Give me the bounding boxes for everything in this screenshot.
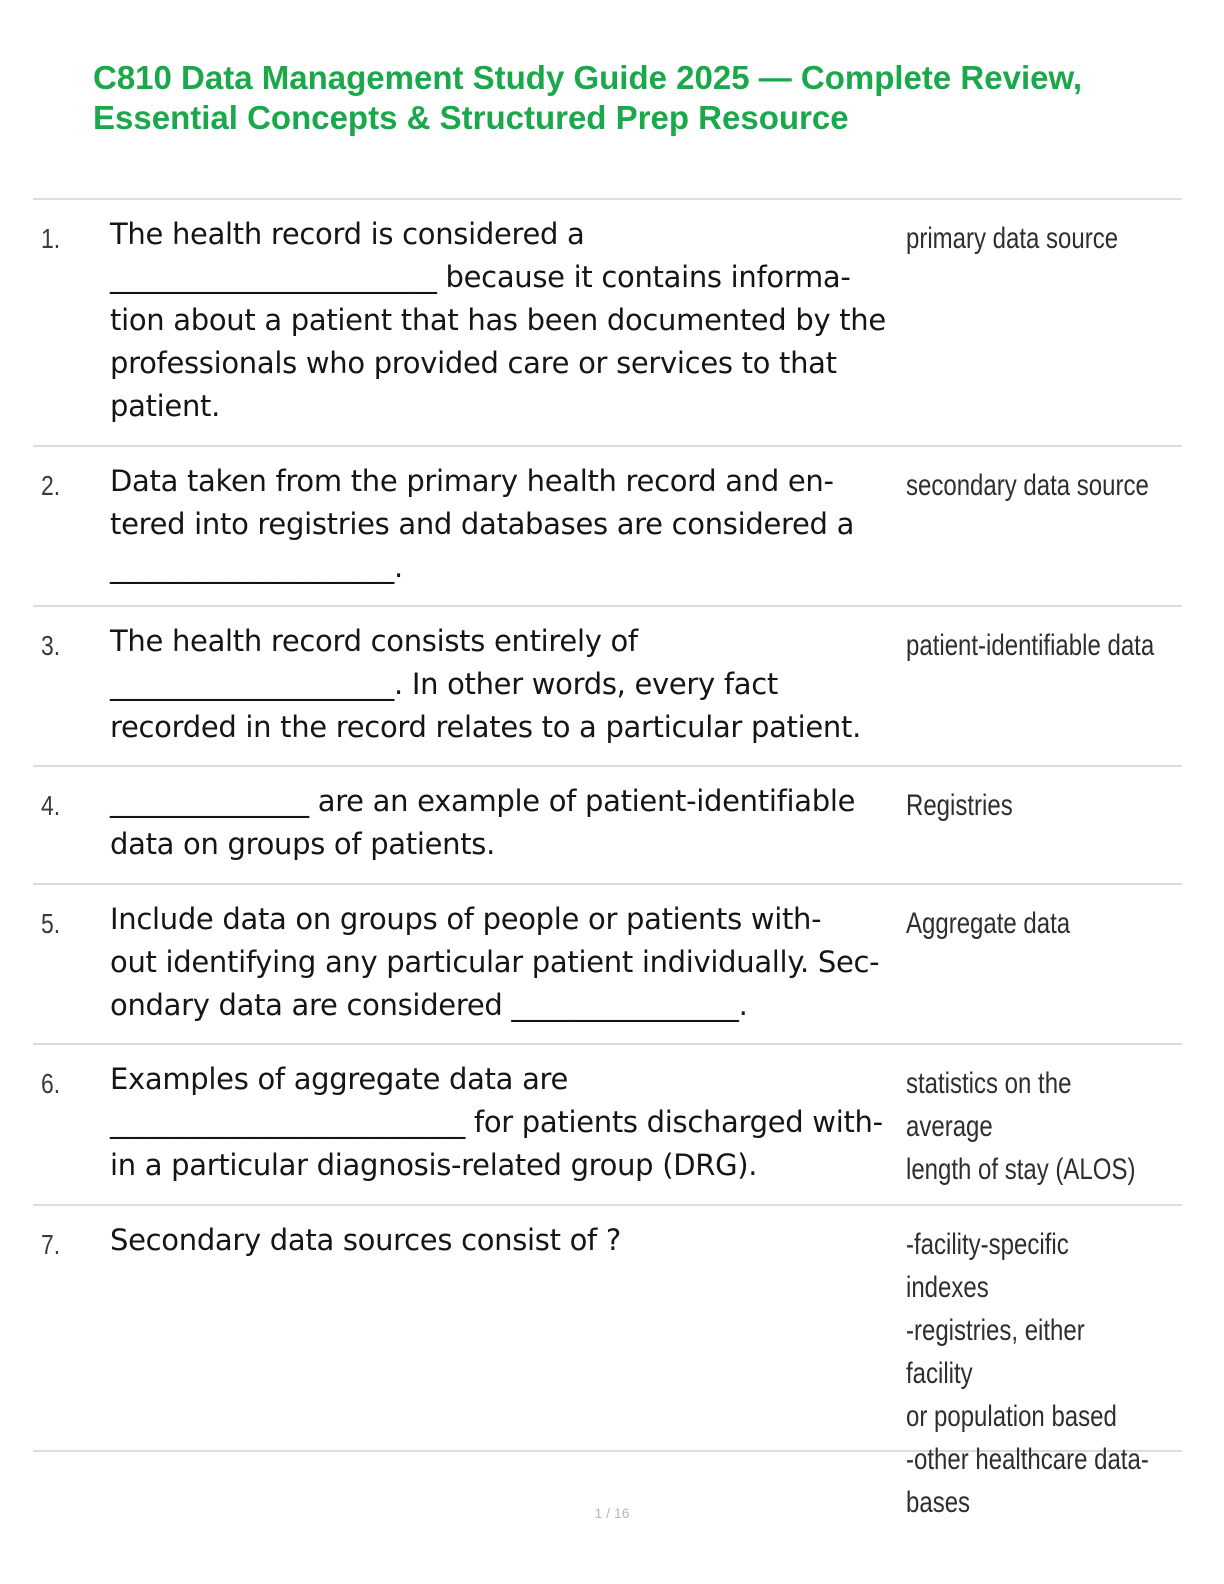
page-indicator: 1 / 16 xyxy=(594,1505,630,1521)
question-text: Secondary data sources consist of ? xyxy=(110,1223,621,1257)
document-title: C810 Data Management Study Guide 2025 — Complete Review, Essential Concepts & Structured Prep Resource xyxy=(93,59,1083,136)
answer-text: Registries xyxy=(906,789,1013,822)
question-number: 2. xyxy=(41,470,61,501)
question-number: 6. xyxy=(41,1068,61,1099)
question-text: Data taken from the primary health record and en- tered into registries and databases are considered a ____________________. xyxy=(110,464,855,584)
question-text: The health record is considered a _______________________ because it contains informa- tion about a patient that has been documented by the professionals who provided care or services to that patient. xyxy=(110,217,886,423)
question-text: The health record consists entirely of ____________________. In other words, every fact recorded in the record relates to a particular patient. xyxy=(110,624,861,744)
answer-text: statistics on the average length of stay (ALOS) xyxy=(906,1067,1136,1186)
answer-text: patient-identifiable data xyxy=(906,629,1155,662)
flashcard-row xyxy=(33,1045,1182,1206)
flashcard-row xyxy=(33,200,1182,447)
question-number: 5. xyxy=(41,908,61,939)
question-number: 4. xyxy=(41,790,61,821)
question-number: 3. xyxy=(41,630,61,661)
flashcard-row xyxy=(33,767,1182,885)
answer-text: -facility-specific indexes -registries, either facility or population based -other healthcare data- bases xyxy=(906,1228,1149,1519)
question-number: 1. xyxy=(41,223,61,254)
answer-text: primary data source xyxy=(906,222,1119,255)
question-text: Include data on groups of people or patients with- out identifying any particular patient individually. Sec- ondary data are considered ________________. xyxy=(110,902,880,1022)
answer-text: Aggregate data xyxy=(906,907,1071,940)
flashcard-row xyxy=(33,885,1182,1045)
flashcard-row xyxy=(33,447,1182,607)
question-number: 7. xyxy=(41,1229,61,1260)
question-text: Examples of aggregate data are _________________________ for patients discharged with- in a particular diagnosis-related group (DRG). xyxy=(110,1062,883,1182)
answer-text: secondary data source xyxy=(906,469,1149,502)
flashcard-row xyxy=(33,607,1182,767)
question-text: ______________ are an example of patient-identifiable data on groups of patients. xyxy=(110,784,856,861)
